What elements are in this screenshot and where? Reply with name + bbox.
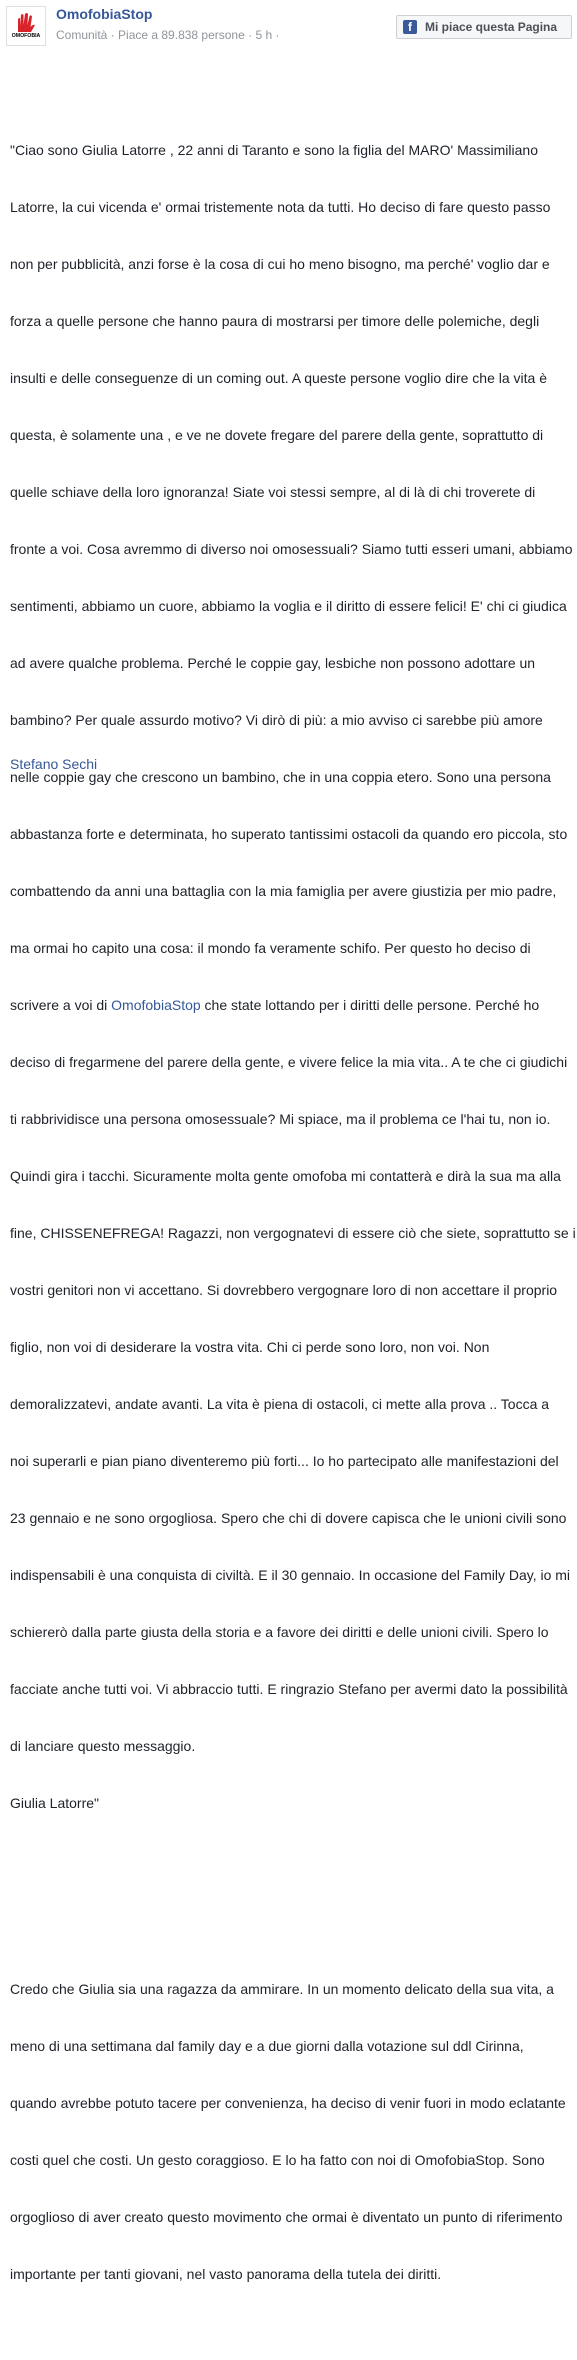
text-line: forza a quelle persone che hanno paura di mostrarsi per timore delle polemiche, degli (10, 313, 540, 329)
text-line: vostri genitori non vi accettano. Si dovrebbero vergognare loro di non accettare il proprio (10, 1282, 558, 1298)
text-line: meno di una settimana dal family day e a due giorni dalla votazione sul ddl Cirinna, (10, 2038, 524, 2054)
text-fragment: che state lottando per i diritti delle persone. Perché ho (200, 997, 540, 1013)
text-line: noi superarli e pian piano diventeremo più forti... Io ho partecipato alle manifestazioni del (10, 1453, 559, 1469)
page-avatar[interactable] (6, 6, 46, 46)
text-line: di lanciare questo messaggio. (10, 1738, 196, 1754)
author-signature-link[interactable]: Stefano Sechi (10, 756, 98, 772)
text-line: schiererò dalla parte giusta della storia e a favore dei diritti e delle unioni civili. Spero lo (10, 1624, 549, 1640)
text-line: figlio, non voi di desiderare la vostra vita. Chi ci perde sono loro, non voi. Non (10, 1339, 490, 1355)
text-line (10, 996, 577, 1015)
text-line: bambino? Per quale assurdo motivo? Vi dirò di più: a mio avviso ci sarebbe più amore (10, 712, 543, 728)
text-line: ma ormai ho capito una cosa: il mondo fa veramente schifo. Per questo ho deciso di (10, 940, 531, 956)
text-line: non per pubblicità, anzi forse è la cosa di cui ho meno bisogno, ma perché' voglio dar e (10, 256, 550, 272)
text-line: fronte a voi. Cosa avremmo di diverso noi omosessuali? Siamo tutti esseri umani, abbiamo (10, 541, 573, 557)
text-line: combattendo da anni una battaglia con la mia famiglia per avere giustizia per mio padre, (10, 883, 557, 899)
text-line: 23 gennaio e ne sono orgogliosa. Spero che chi di dovere capisca che le unioni civili sono (10, 1510, 567, 1526)
facebook-icon: f (403, 20, 417, 34)
text-line: quando avrebbe potuto tacere per convenienza, ha deciso di venir fuori in modo eclatante (10, 2095, 566, 2111)
comment-paragraph (10, 1942, 577, 2322)
post-body (10, 65, 577, 2360)
text-line: costi quel che costi. Un gesto coraggioso. E lo ha fatto con noi di OmofobiaStop. Sono (10, 2152, 545, 2168)
text-line: questa, è solamente una , e ve ne dovete fregare del parere della gente, soprattutto di (10, 427, 544, 443)
text-line: Giulia Latorre" (10, 1795, 100, 1811)
text-line: facciate anche tutti voi. Vi abbraccio tutti. E ringrazio Stefano per avermi dato la possibilità (10, 1681, 568, 1697)
omofobiastop-mention-link[interactable]: OmofobiaStop (111, 997, 201, 1013)
text-line: quelle schiave della loro ignoranza! Siate voi stessi sempre, al di là di chi troverete di (10, 484, 536, 500)
text-line: Quindi gira i tacchi. Sicuramente molta gente omofoba mi contatterà e dirà la sua ma alla (10, 1168, 561, 1184)
like-page-label: Mi piace questa Pagina (425, 20, 558, 34)
text-line: fine, CHISSENEFREGA! Ragazzi, non vergognatevi di essere ciò che siete, soprattutto se i (10, 1225, 576, 1241)
text-line: demoralizzatevi, andate avanti. La vita è piena di ostacoli, ci mette alla prova .. Tocca a (10, 1396, 550, 1412)
text-line: insulti e delle conseguenze di un coming out. A queste persone voglio dire che la vita è (10, 370, 548, 386)
post-header (0, 0, 577, 48)
text-line: Latorre, la cui vicenda e' ormai tristemente nota da tutti. Ho deciso di fare questo passo (10, 199, 551, 215)
text-fragment: scrivere a voi di (10, 997, 112, 1013)
text-line: "Ciao sono Giulia Latorre , 22 anni di Taranto e sono la figlia del MARO' Massimiliano (10, 142, 538, 158)
post-meta: Comunità · Piace a 89.838 persone · 5 h · (56, 28, 280, 42)
text-line: Credo che Giulia sia una ragazza da ammirare. In un momento delicato della sua vita, a (10, 1981, 554, 1997)
letter-paragraph (10, 103, 577, 1851)
text-line: importante per tanti giovani, nel vasto panorama della tutela dei diritti. (10, 2266, 442, 2282)
like-page-button[interactable] (396, 15, 572, 39)
text-line: ti rabbrividisce una persona omosessuale? Mi spiace, ma il problema ce l'hai tu, non io. (10, 1111, 551, 1127)
text-line: abbastanza forte e determinata, ho superato tantissimi ostacoli da quando ero piccola, sto (10, 826, 568, 842)
text-line: orgoglioso di aver creato questo movimento che ormai è diventato un punto di riferimento (10, 2209, 563, 2225)
text-line: ad avere qualche problema. Perché le coppie gay, lesbiche non possono adottare un (10, 655, 536, 671)
omofobia-logo-icon (7, 7, 45, 45)
text-line: sentimenti, abbiamo un cuore, abbiamo la voglia e il diritto di essere felici! E' chi ci giudica (10, 598, 567, 614)
paragraph-gap (10, 1889, 577, 1904)
text-line: deciso di fregarmene del parere della gente, e vivere felice la mia vita.. A te che ci giudichi (10, 1054, 568, 1070)
logo-text: OMOFOBIA (11, 33, 41, 39)
text-line: indispensabili è una conquista di civiltà. E il 30 gennaio. In occasione del Family Day, io mi (10, 1567, 571, 1583)
page-name-link[interactable]: OmofobiaStop (56, 6, 153, 22)
text-line: nelle coppie gay che crescono un bambino, che in una coppia etero. Sono una persona (10, 769, 551, 785)
